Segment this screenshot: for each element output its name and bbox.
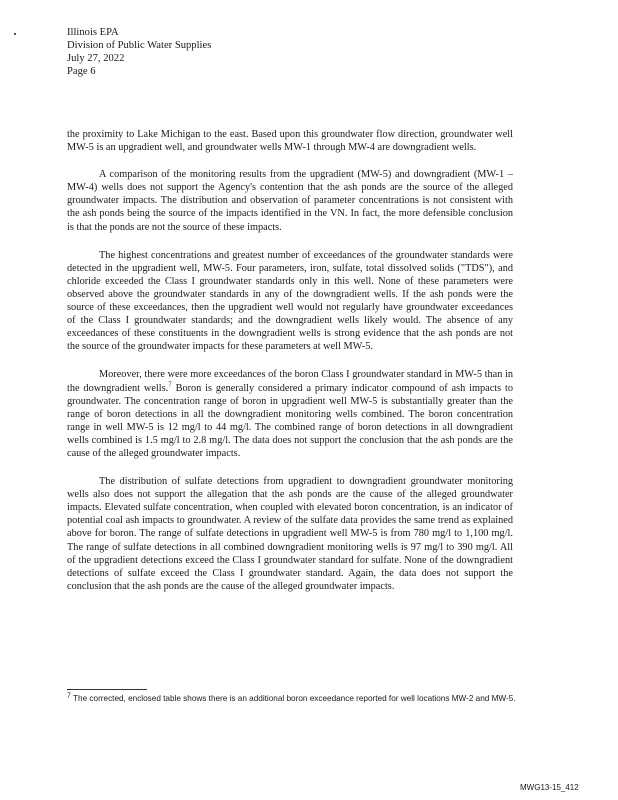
footnote-reference: 7	[168, 380, 172, 389]
footnote-text: The corrected, enclosed table shows there is an additional boron exceedance reported for well locations MW-2 and MW-5.	[73, 694, 516, 703]
paragraph-highest-concentrations: The highest concentrations and greatest number of exceedances of the groundwater standards were detected in the upgradient well, MW-5. Four parameters, iron, sulfate, total dissolved solids ("TDS"), and chloride exceeded the Class I groundwater standards only in this well. None of these parameters were observed above the groundwater standards in any of the downgradient wells. If the ash ponds were the source of these exceedances, then the upgradient well would not regularly have groundwater exceedances of the Class I groundwater standards; and the downgradient wells likely would. The absence of any exceedances of these constituents in the downgradient wells is strong evidence that the ash ponds are not the source of the groundwater impacts for these parameters at well MW-5.	[67, 249, 513, 353]
paragraph-boron-rest: Boron is generally considered a primary indicator compound of ash impacts to groundwater. The concentration range of boron in upgradient well MW-5 is substantially greater than the range of boron detections in all the downgradient monitoring wells combined. The boron concentration range in well MW-5 is 12 mg/l to 44 mg/l. The combined range of boron detections in all downgradient wells combined is 1.5 mg/l to 2.8 mg/l. The data does not support the conclusion that the ash ponds are the cause of the alleged groundwater impacts.	[67, 382, 514, 459]
footnote-marker: 7	[67, 692, 71, 700]
footnote-divider	[67, 689, 147, 690]
letter-body	[67, 128, 513, 608]
header-agency: Illinois EPA	[67, 27, 119, 38]
scan-speck	[14, 33, 16, 35]
letter-header	[67, 26, 211, 78]
paragraph-boron	[67, 368, 513, 460]
footnote	[67, 693, 527, 704]
header-page-number: Page 6	[67, 66, 96, 77]
bates-number: MWG13-15_412	[520, 783, 579, 792]
paragraph-sulfate: The distribution of sulfate detections from upgradient to downgradient groundwater monitoring wells also does not support the allegation that the ash ponds are the cause of the alleged groundwater impacts. Elevated sulfate concentration, when coupled with elevated boron concentration, is an indicator of potential coal ash impacts to groundwater. A review of the sulfate data provides the same trend as explained above for boron. The range of sulfate detections in upgradient well MW-5 is from 780 mg/l to 1,100 mg/l. The range of sulfate detections in all combined downgradient monitoring wells is 97 mg/l to 390 mg/l. All of the upgradient detections exceed the Class I groundwater standard for sulfate. None of the downgradient detections of sulfate exceed the Class I groundwater standard. Again, the data does not support the conclusion that the ash ponds are the cause of the alleged groundwater impacts.	[67, 476, 513, 592]
header-division: Division of Public Water Supplies	[67, 40, 212, 51]
paragraph-flow-direction: the proximity to Lake Michigan to the east. Based upon this groundwater flow direction, groundwater well MW-5 is an upgradient well, and groundwater wells MW-1 through MW-4 are downgradient wells.	[67, 129, 513, 154]
paragraph-boron-lead: Moreover, there were more exceedances of the boron Class I groundwater standard in MW-5 than in the downgradient wells.	[67, 369, 513, 394]
header-date: July 27, 2022	[67, 53, 125, 64]
paragraph-comparison: A comparison of the monitoring results from the upgradient (MW-5) and downgradient (MW-1 – MW-4) wells does not support the Agency's contention that the ash ponds are the source of the alleged groundwater impacts. The distribution and observation of parameter concentrations is not consistent with the ash ponds being the source of the impacts identified in the VN. In fact, the more defensible conclusion is that the ponds are not the source of these impacts.	[67, 169, 513, 233]
